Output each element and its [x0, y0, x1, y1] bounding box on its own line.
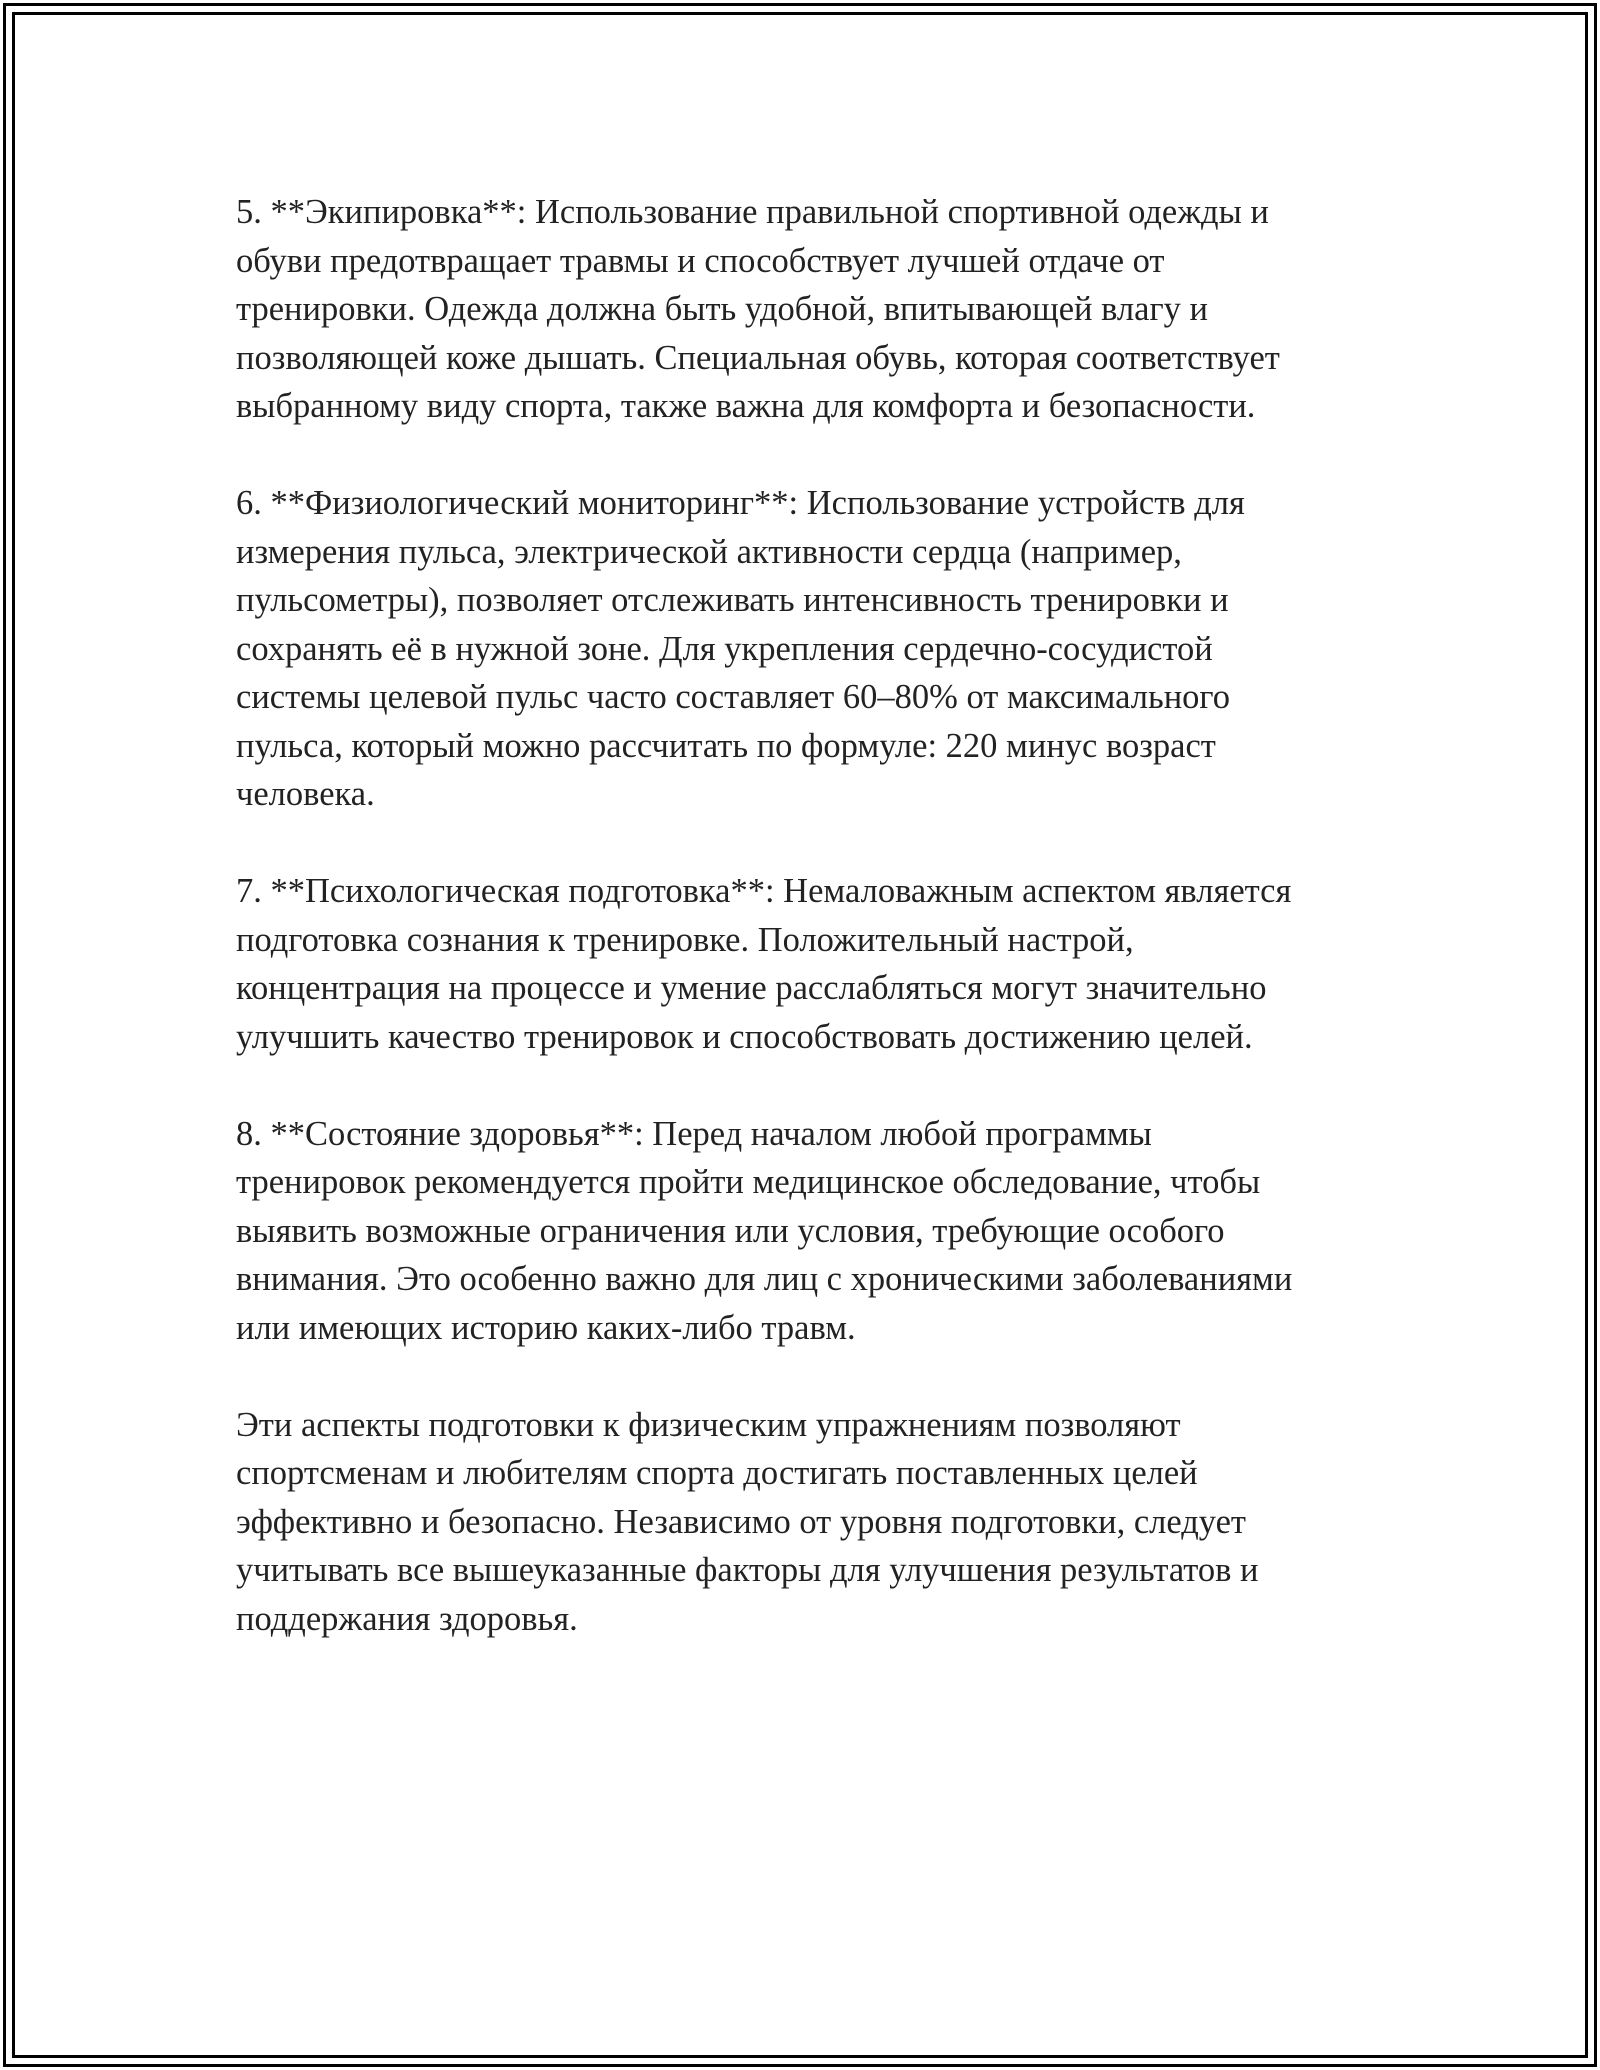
text-line: сохранять её в нужной зоне. Для укрепления сердечно-сосудистой [236, 629, 1213, 668]
text-line: пульса, который можно рассчитать по формуле: 220 минус возраст [236, 726, 1216, 765]
paragraph-conclusion [236, 1401, 1386, 1644]
text-line: выявить возможные ограничения или условия, требующие особого [236, 1211, 1225, 1250]
text-line: тренировок рекомендуется пройти медицинское обследование, чтобы [236, 1163, 1261, 1201]
text-line: спортсменам и любителям спорта достигать поставленных целей [236, 1454, 1198, 1492]
text-line: улучшить качество тренировок и способствовать достижению целей. [236, 1017, 1253, 1056]
text-line: внимания. Это особенно важно для лиц с хроническими заболеваниями [236, 1260, 1293, 1298]
text-line: системы целевой пульс часто составляет 60–80% от максимального [236, 678, 1230, 716]
text-line: человека. [236, 775, 375, 813]
text-line: пульсометры), позволяет отслеживать интенсивность тренировки и [236, 581, 1229, 619]
text-line: эффективно и безопасно. Независимо от уровня подготовки, следует [236, 1502, 1246, 1541]
text-line: выбранному виду спорта, также важна для комфорта и безопасности. [236, 387, 1256, 425]
text-line: тренировки. Одежда должна быть удобной, впитывающей влагу и [236, 290, 1208, 328]
paragraph-physiological-monitoring [236, 479, 1386, 819]
text-line: 5. **Экипировка**: Использование правильной спортивной одежды и [236, 193, 1269, 231]
paragraph-psychological-preparation [236, 867, 1386, 1061]
text-line: концентрация на процессе и умение расслабляться могут значительно [236, 969, 1267, 1007]
text-line: позволяющей коже дышать. Специальная обувь, которая соответствует [236, 338, 1280, 377]
text-line: обуви предотвращает травмы и способствует лучшей отдаче от [236, 241, 1165, 280]
text-line: учитывать все вышеуказанные факторы для улучшения результатов и [236, 1551, 1259, 1589]
document-body [236, 188, 1386, 1692]
text-line: 6. **Физиологический мониторинг**: Использование устройств для [236, 484, 1245, 522]
text-line: измерения пульса, электрической активности сердца (например, [236, 532, 1182, 571]
text-line: 8. **Состояние здоровья**: Перед началом любой программы [236, 1114, 1152, 1153]
text-line: поддержания здоровья. [236, 1599, 578, 1638]
paragraph-equipment [236, 188, 1386, 431]
text-line: 7. **Психологическая подготовка**: Немаловажным аспектом является [236, 872, 1292, 910]
paragraph-health-condition [236, 1110, 1386, 1353]
text-line: подготовка сознания к тренировке. Положительный настрой, [236, 920, 1134, 959]
text-line: Эти аспекты подготовки к физическим упражнениям позволяют [236, 1405, 1181, 1444]
text-line: или имеющих историю каких-либо травм. [236, 1308, 856, 1347]
